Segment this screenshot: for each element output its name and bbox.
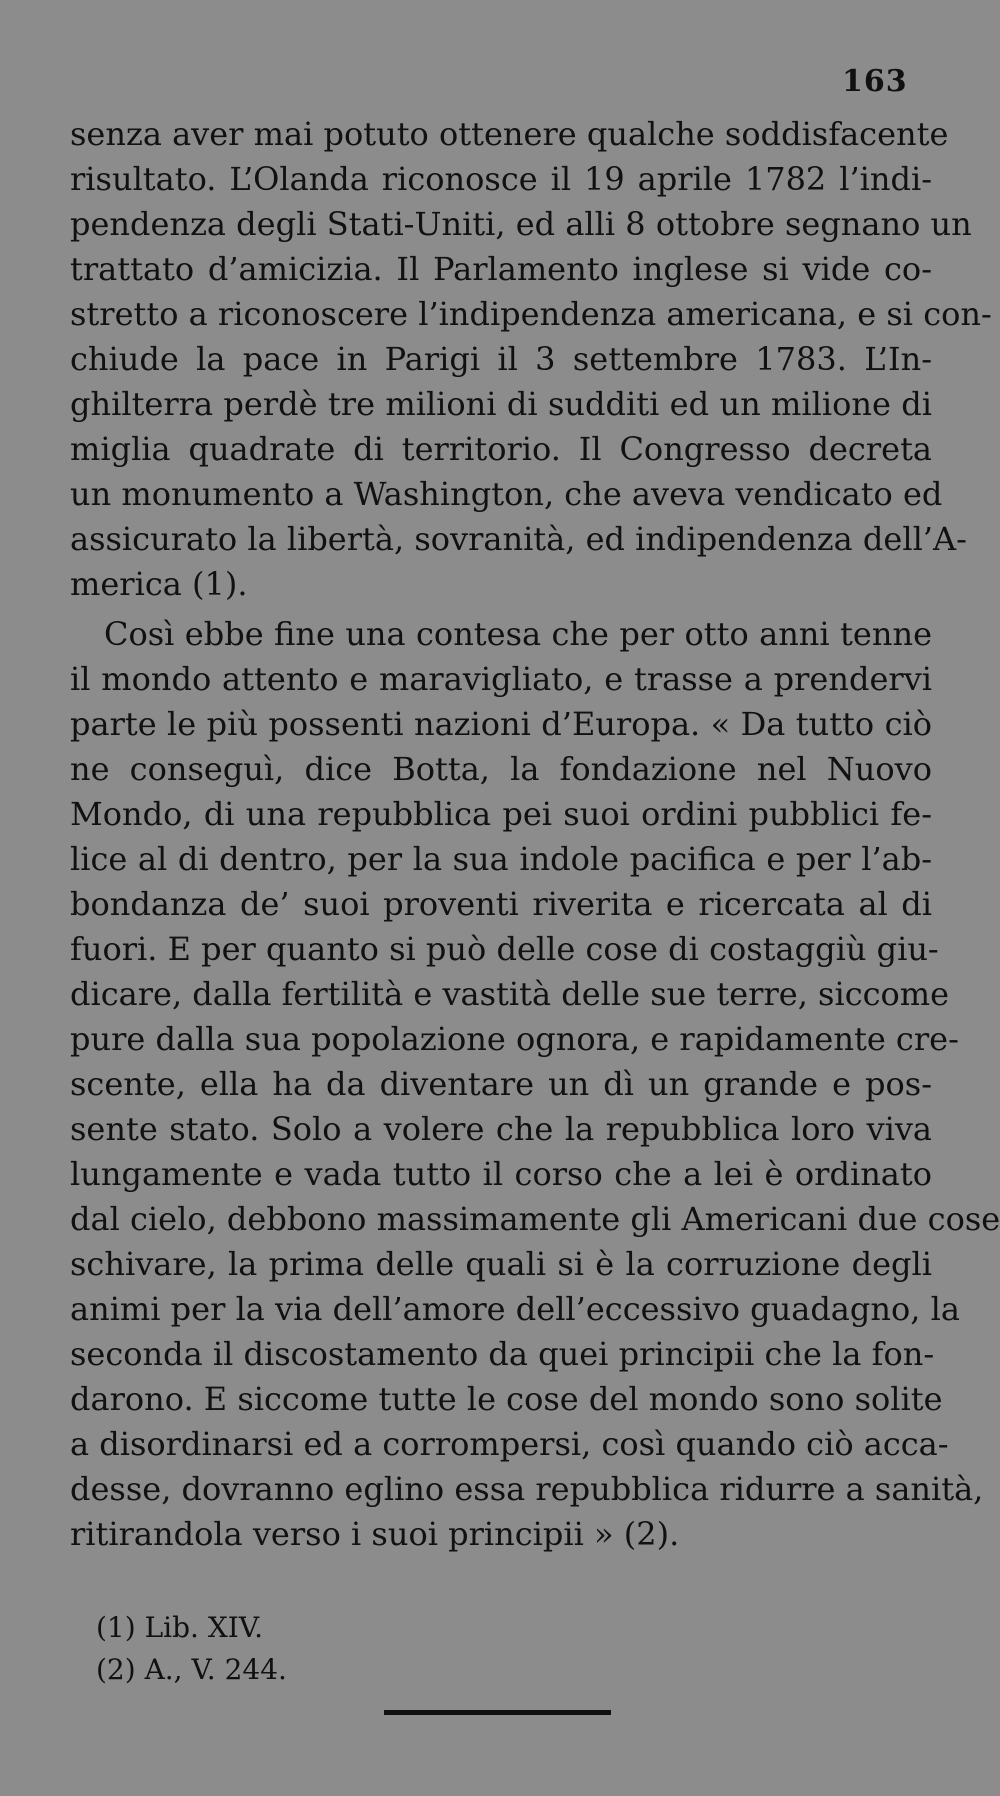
text-line: ritirandola verso i suoi principii » (2). [70,1515,680,1553]
text-line: lice al di dentro, per la sua indole pacifica e per l’ab- [70,840,932,878]
footnote: (2) A., V. 244. [96,1653,287,1686]
text-line: assicurato la libertà, sovranità, ed indipendenza dell’A- [70,520,967,558]
text-line: lungamente e vada tutto il corso che a lei è ordinato [70,1155,932,1193]
text-line: a disordinarsi ed a corrompersi, così quando ciò acca- [70,1425,949,1463]
text-line: ne conseguì, dice Botta, la fondazione nel Nuovo [70,750,932,788]
text-line: dicare, dalla fertilità e vastità delle sue terre, siccome [70,975,950,1013]
text-line: desse, dovranno eglino essa repubblica ridurre a sanità, [70,1470,984,1508]
text-line: pendenza degli Stati-Uniti, ed alli 8 ottobre segnano un [70,205,972,243]
text-line: sente stato. Solo a volere che la repubblica loro viva [70,1110,932,1148]
text-line: seconda il discostamento da quei principii che la fon- [70,1335,935,1373]
text-line: il mondo attento e maravigliato, e trasse a prendervi [70,660,932,698]
text-line: Mondo, di una repubblica pei suoi ordini pubblici fe- [70,795,932,833]
text-line: pure dalla sua popolazione ognora, e rapidamente cre- [70,1020,959,1058]
text-line: senza aver mai potuto ottenere qualche soddisfacente [70,115,949,153]
text-line: scente, ella ha da diventare un dì un grande e pos- [70,1065,932,1103]
text-line: risultato. L’Olanda riconosce il 19 aprile 1782 l’indi- [70,160,932,198]
text-line: merica (1). [70,565,248,603]
text-line: Così ebbe fine una contesa che per otto anni tenne [104,615,932,653]
text-line: dal cielo, debbono massimamente gli Americani due cose [70,1200,1000,1238]
text-line: trattato d’amicizia. Il Parlamento inglese si vide co- [70,250,932,288]
text-line: stretto a riconoscere l’indipendenza americana, e si con- [70,295,992,333]
text-line: un monumento a Washington, che aveva vendicato ed [70,475,943,513]
text-line: miglia quadrate di territorio. Il Congresso decreta [70,430,932,468]
text-line: bondanza de’ suoi proventi riverita e ricercata al di [70,885,932,923]
bottom-rule [384,1710,611,1715]
text-line: parte le più possenti nazioni d’Europa. « Da tutto ciò [70,705,932,743]
text-line: fuori. E per quanto si può delle cose di costaggiù giu- [70,930,939,968]
text-line: schivare, la prima delle quali si è la corruzione degli [70,1245,932,1283]
text-line: darono. E siccome tutte le cose del mondo sono solite [70,1380,943,1418]
text-line: chiude la pace in Parigi il 3 settembre 1783. L’In- [70,340,932,378]
page-number: 163 [842,64,908,99]
text-line: ghilterra perdè tre milioni di sudditi ed un milione di [70,385,932,423]
text-line: animi per la via dell’amore dell’eccessivo guadagno, la [70,1290,960,1328]
footnote: (1) Lib. XIV. [96,1611,264,1644]
